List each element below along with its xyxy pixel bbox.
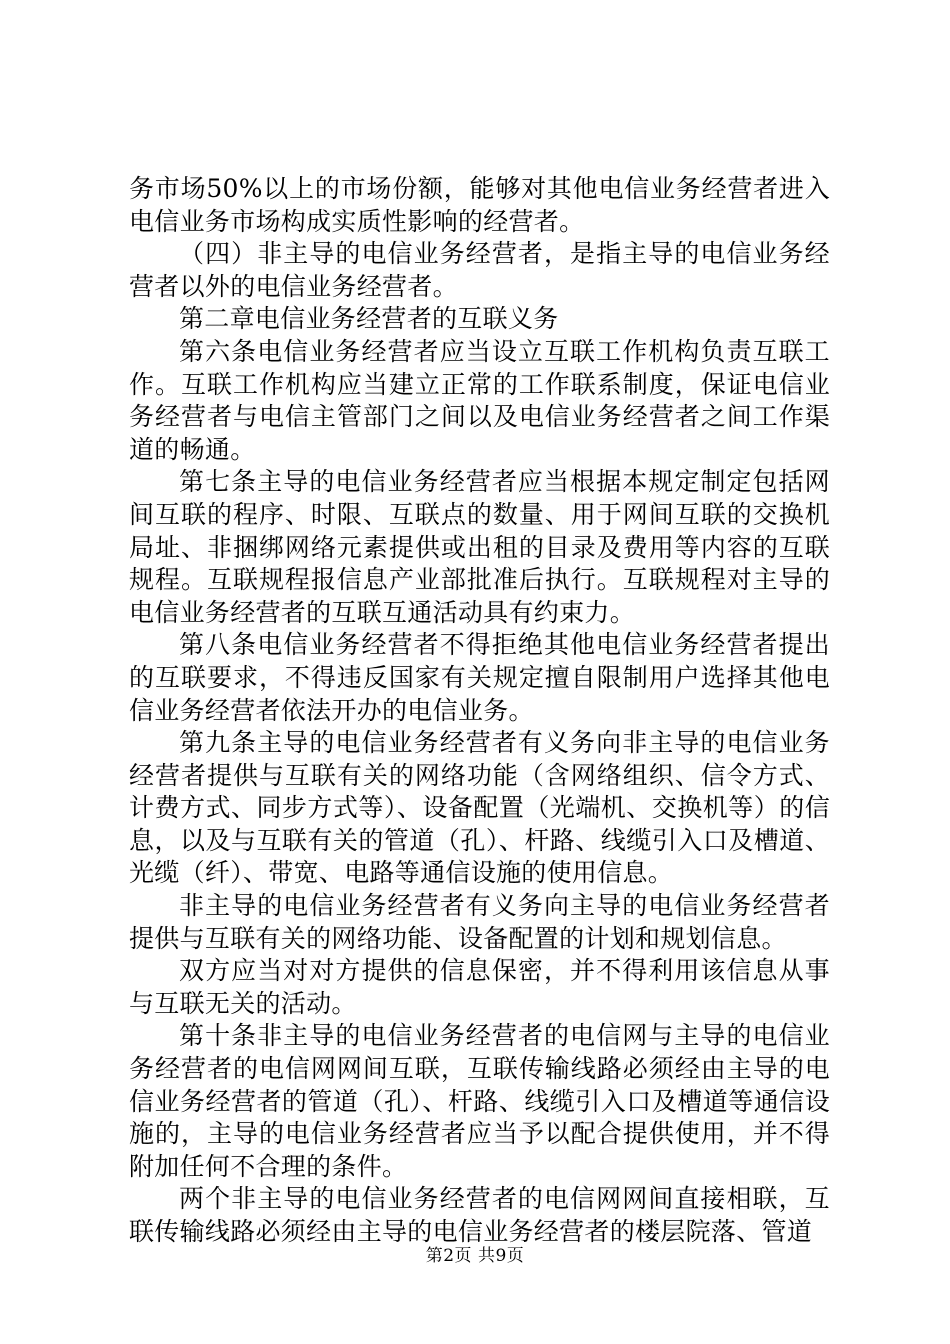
paragraph: 第六条电信业务经营者应当设立互联工作机构负责互联工作。互联工作机构应当建立正常的工作联系制度，保证电信业务经营者与电信主管部门之间以及电信业务经营者之间工作渠道的畅通。 bbox=[129, 336, 830, 464]
paragraph: 务市场50%以上的市场份额，能够对其他电信业务经营者进入电信业务市场构成实质性影响的经营者。 bbox=[129, 174, 830, 236]
paragraph: 两个非主导的电信业务经营者的电信网网间直接相联，互联传输线路必须经由主导的电信业务经营者的楼层院落、管道 bbox=[129, 1184, 830, 1246]
paragraph: 第八条电信业务经营者不得拒绝其他电信业务经营者提出的互联要求，不得违反国家有关规定擅自限制用户选择其他电信业务经营者依法开办的电信业务。 bbox=[129, 630, 830, 725]
page-footer bbox=[0, 1244, 950, 1268]
page-number-label: 第2页 共9页 bbox=[425, 1246, 525, 1266]
chapter-heading: 第二章电信业务经营者的互联义务 bbox=[179, 304, 559, 334]
paragraph: 非主导的电信业务经营者有义务向主导的电信业务经营者提供与互联有关的网络功能、设备配置的计划和规划信息。 bbox=[129, 891, 830, 953]
paragraph: 第九条主导的电信业务经营者有义务向非主导的电信业务经营者提供与互联有关的网络功能（含网络组织、信令方式、计费方式、同步方式等）、设备配置（光端机、交换机等）的信息，以及与互联有关的管道（孔）、杆路、线缆引入口及槽道、光缆（纤）、带宽、电路等通信设施的使用信息。 bbox=[129, 728, 830, 888]
paragraph: 第十条非主导的电信业务经营者的电信网与主导的电信业务经营者的电信网网间互联，互联传输线路必须经由主导的电信业务经营者的管道（孔）、杆路、线缆引入口及槽道等通信设施的，主导的电信业务经营者应当予以配合提供使用，并不得附加任何不合理的条件。 bbox=[129, 1021, 830, 1181]
paragraph: 第七条主导的电信业务经营者应当根据本规定制定包括网间互联的程序、时限、互联点的数量、用于网间互联的交换机局址、非捆绑网络元素提供或出租的目录及费用等内容的互联规程。互联规程报信息产业部批准后执行。互联规程对主导的电信业务经营者的互联互通活动具有约束力。 bbox=[129, 467, 830, 627]
paragraph: 双方应当对对方提供的信息保密，并不得利用该信息从事与互联无关的活动。 bbox=[129, 956, 830, 1018]
paragraph: （四）非主导的电信业务经营者，是指主导的电信业务经营者以外的电信业务经营者。 bbox=[129, 239, 830, 301]
document-body bbox=[129, 173, 830, 1249]
